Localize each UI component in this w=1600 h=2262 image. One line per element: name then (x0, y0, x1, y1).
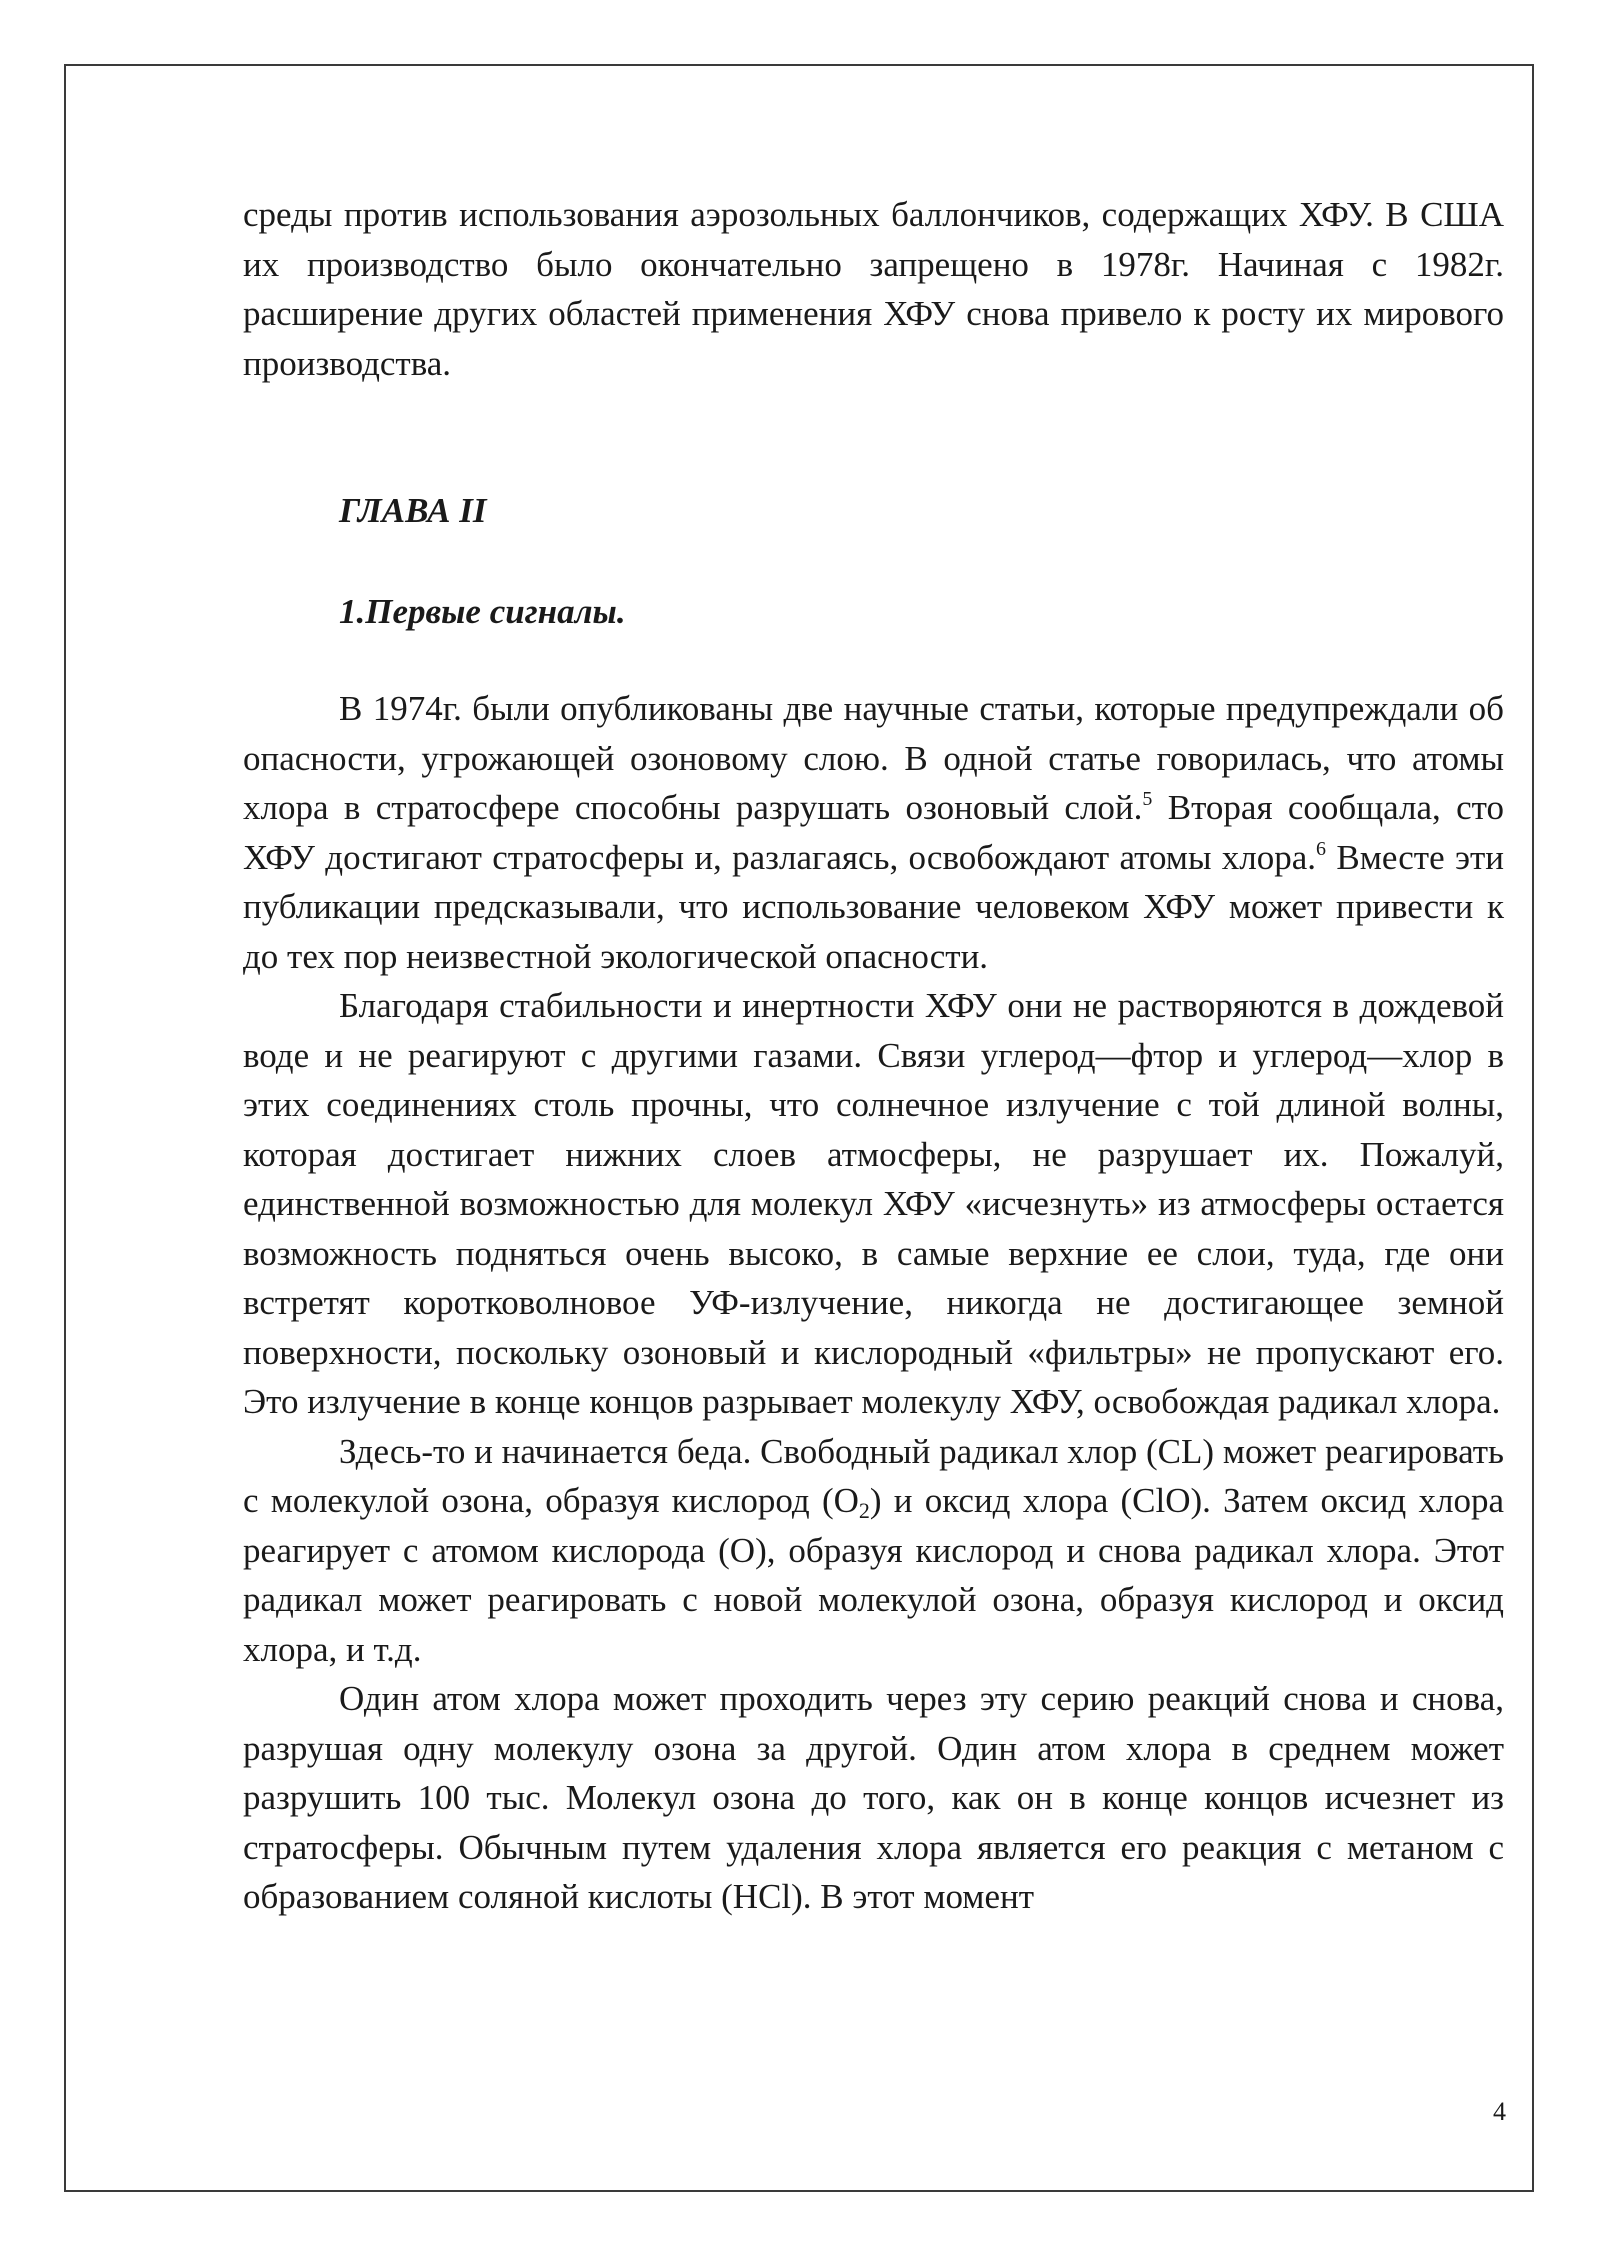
subscript: 2 (858, 1498, 870, 1523)
paragraph-chlorine-reaction (243, 1427, 1504, 1675)
intro-paragraph: среды против использования аэрозольных баллончиков, содержащих ХФУ. В США их производство было окончательно запрещено в 1978г. Начиная с 1982г. расширение других областей применения ХФУ снова привело к росту их мирового производства. (243, 195, 1504, 383)
paragraph-first-signals (243, 684, 1504, 981)
section-title: 1.Первые сигналы. (339, 591, 626, 631)
footnote-reference[interactable]: 6 (1316, 837, 1327, 860)
footnote-reference[interactable]: 5 (1142, 788, 1153, 810)
paragraph-text: Вторая сообщала, сто ХФУ достигают стратосферы и, разлагаясь, освобождают атомы хлора. (243, 788, 1504, 877)
paragraph-text: В 1974г. были опубликованы две научные статьи, которые предупреждали об опасности, угрожающей озоновому слою. В одной статье говорилась, что атомы хлора в стратосфере способны разрушать озоновый слой. (243, 689, 1504, 827)
paragraph-text: Вместе эти публикации предсказывали, что использование человеком ХФУ может привести к до тех пор неизвестной экологической опасности. (243, 837, 1505, 976)
chapter-title: ГЛАВА II (339, 491, 487, 530)
paragraph-cfc-stability: Благодаря стабильности и инертности ХФУ они не растворяются в дождевой воде и не реагируют с другими газами. Связи углерод—фтор и углерод—хлор в этих соединениях столь прочны, что солнечное излучение с той длиной волны, которая достигает нижних слоев атмосферы, не разрушает их. Пожалуй, единственной возможностью для молекул ХФУ «исчезнуть» из атмосферы остается возможность подняться очень высоко, в самые верхние ее слои, туда, где они встретят коротковолновое УФ-излучение, никогда не достигающее земной поверхности, поскольку озоновый и кислородный «фильтры» не пропускают его. Это излучение в конце концов разрывает молекулу ХФУ, освобождая радикал хлора. (243, 986, 1504, 1421)
page-number: 4 (1493, 2097, 1506, 2126)
document-body (243, 190, 1504, 1922)
paragraph-chlorine-cycle: Один атом хлора может проходить через эту серию реакций снова и снова, разрушая одну молекулу озона за другой. Один атом хлора в среднем может разрушить 100 тыс. Молекул озона до того, как он в конце концов исчезнет из стратосферы. Обычным путем удаления хлора является его реакция с метаном с образованием соляной кислоты (HCl). В этот момент (243, 1679, 1504, 1916)
paragraph-text: Здесь-то и начинается беда. Свободный радикал хлор (CL) может реагировать с молекулой озона, образуя кислород (O (243, 1431, 1504, 1520)
paragraph-text: ) и оксид хлора (ClO). Затем оксид хлора реагирует с атомом кислорода (O), образуя кислород и снова радикал хлора. Этот радикал может реагировать с новой молекулой озона, образуя кислород и оксид хлора, и т.д. (243, 1481, 1504, 1669)
